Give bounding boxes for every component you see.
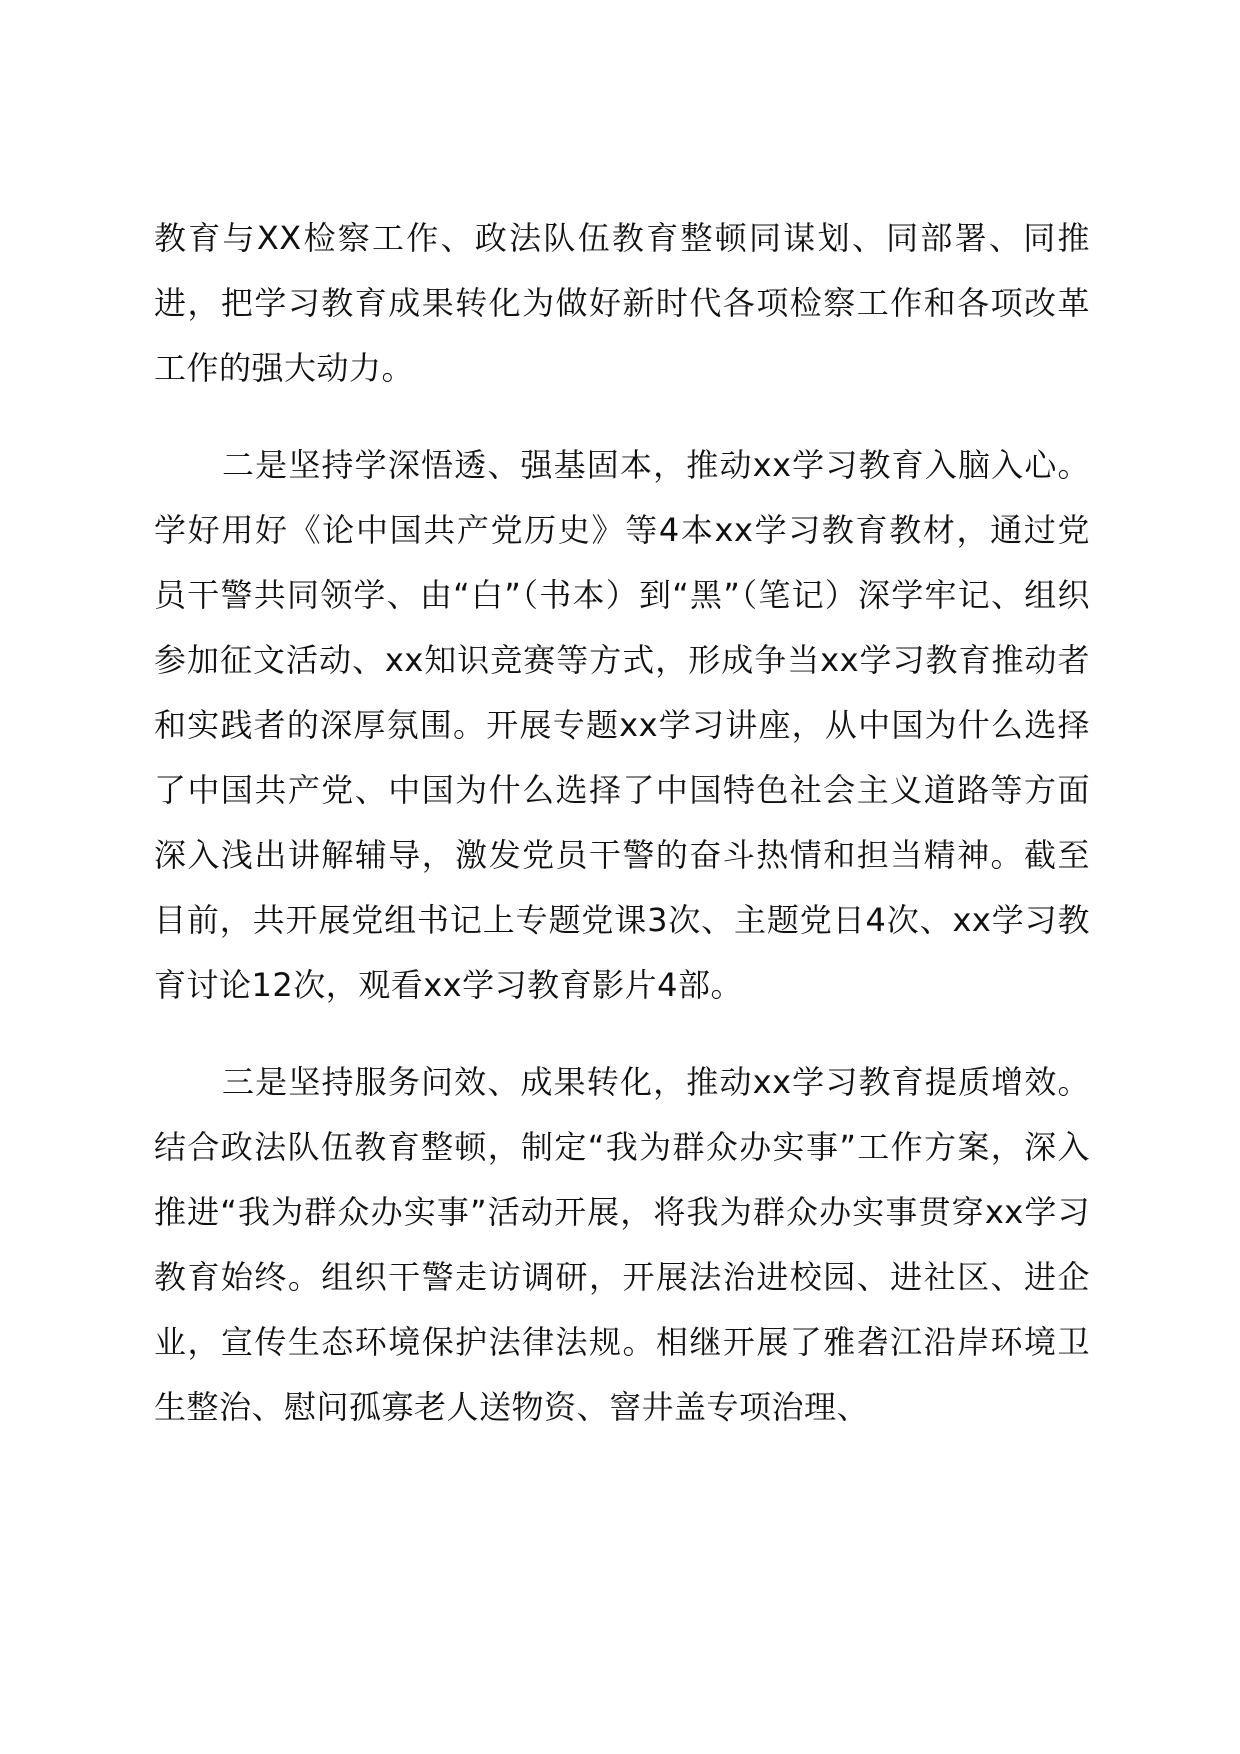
paragraph-continued: 教育与XX检察工作、政法队伍教育整顿同谋划、同部署、同推进，把学习教育成果转化为做好新时代各项检察工作和各项改革工作的强大动力。 — [154, 219, 1090, 387]
paragraph-point-three: 三是坚持服务问效、成果转化，推动xx学习教育提质增效。结合政法队伍教育整顿，制定“我为群众办实事”工作方案，深入推进“我为群众办实事”活动开展，将我为群众办实事贯穿xx学习教育始终。组织干警走访调研，开展法治进校园、进社区、进企业，宣传生态环境保护法律法规。相继开展了雅砻江沿岸环境卫生整治、慰问孤寡老人送物资、窨井盖专项治理、 — [154, 1063, 1090, 1426]
paragraph-point-two: 二是坚持学深悟透、强基固本，推动xx学习教育入脑入心。学好用好《论中国共产党历史》等4本xx学习教育教材，通过党员干警共同领学、由“白”（书本）到“黑”（笔记）深学牢记、组织参加征文活动、xx知识竞赛等方式，形成争当xx学习教育推动者和实践者的深厚氛围。开展专题xx学习讲座，从中国为什么选择了中国共产党、中国为什么选择了中国特色社会主义道路等方面深入浅出讲解辅导，激发党员干警的奋斗热情和担当精神。截至目前，共开展党组书记上专题党课3次、主题党日4次、xx学习教育讨论12次，观看xx学习教育影片4部。 — [154, 446, 1090, 1004]
document-body — [154, 206, 1090, 1472]
